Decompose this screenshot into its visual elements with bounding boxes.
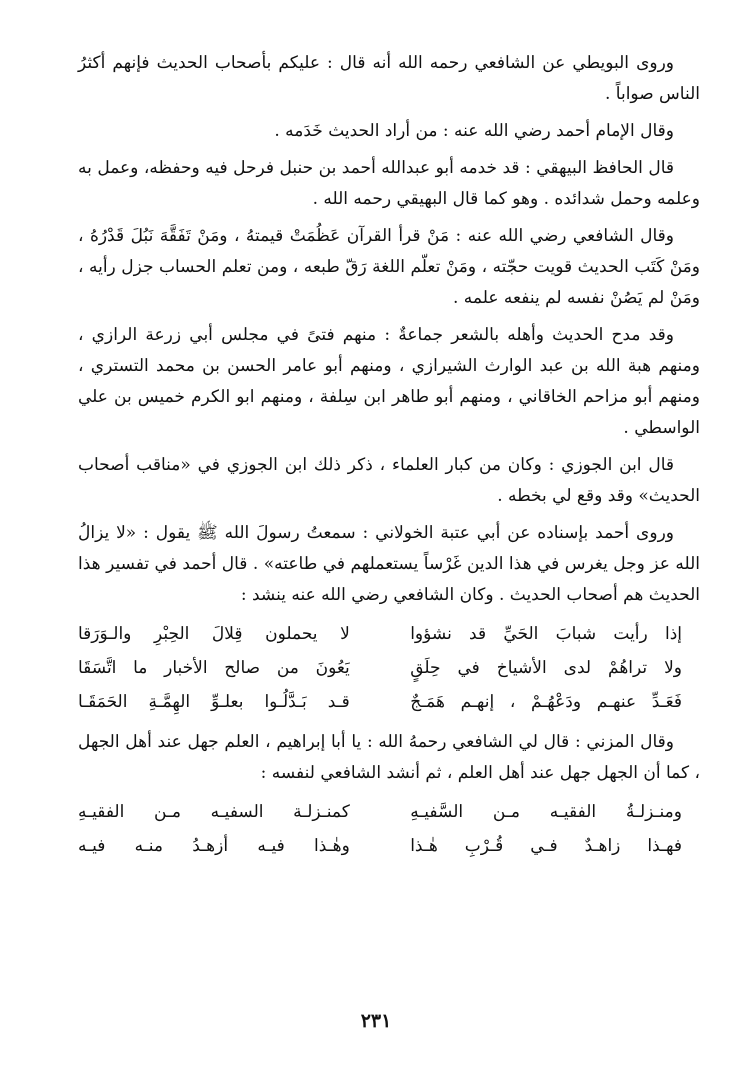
text-block-1: [78, 48, 700, 611]
verse-second-hemistich: كمنـزلـة السفيـه مـن الفقيـهِ: [78, 802, 350, 822]
page-body: [78, 48, 700, 871]
text-block-2: [78, 727, 700, 789]
verse-second-hemistich: يَعُونَ من صالح الأخبار ما اتَّسَقَا: [78, 658, 350, 678]
poem-verse: [78, 617, 682, 651]
paragraph: وروى أحمد بإسناده عن أبي عتبة الخولاني : سمعتُ رسولَ الله ﷺ يقول : «لا يزالُ الله عز وجل يغرس في هذا الدين غَرْساً يستعملهم في طاعته» . قال أحمد في تفسير هذا الحديث هم أصحاب الحديث . وكان الشافعي رضي الله عنه ينشد :: [78, 523, 700, 605]
poem-verse: [78, 651, 682, 685]
paragraph: وقال الإمام أحمد رضي الله عنه : من أراد الحديث خَدَمه .: [274, 121, 674, 141]
paragraph: قال الحافظ البيهقي : قد خدمه أبو عبدالله أحمد بن حنبل فرحل فيه وحفظه، وعمل به وعلمه وحمل شدائده . وهو كما قال البهيقي رحمه الله .: [78, 158, 700, 209]
poem-verse: [78, 795, 682, 829]
paragraph: وقال المزني : قال لي الشافعي رحمهُ الله : يا أبا إبراهيم ، العلم جهل عند أهل الجهل ، كما أن الجهل جهل عند أهل العلم ، ثم أنشد الشافعي لنفسه :: [78, 732, 700, 783]
paragraph: قال ابن الجوزي : وكان من كبار العلماء ، ذكر ذلك ابن الجوزي في «مناقب أصحاب الحديث» وقد وقع لي بخطه .: [78, 455, 700, 506]
paragraph: وروى البويطي عن الشافعي رحمه الله أنه قال : عليكم بأصحاب الحديث فإنهم أكثرُ الناس صواباً .: [78, 53, 700, 104]
paragraph: وقد مدح الحديث وأهله بالشعر جماعةٌ : منهم فتىً في مجلس أبي زرعة الرازي ، ومنهم هبة الله بن عبد الوارث الشيرازي ، ومنهم أبو عامر الحسن بن محمد التستري ، ومنهم أبو مزاحم الخاقاني ، ومنهم أبو طاهر ابن سِلفة ، ومنهم ابو الكرم خميس بن علي الواسطي .: [78, 325, 700, 438]
page-number: ٢٣١: [360, 1010, 392, 1032]
verse-second-hemistich: وهٰـذا فيـه أزهـدُ منـه فيـه: [78, 836, 350, 856]
verse-first-hemistich: ولا تراهُمْ لدى الأشياخ في حِلَقٍ: [410, 658, 682, 678]
verse-first-hemistich: فَعَـدِّ عنهـم ودَعْهُـمْ ، إنهـم هَمَـجٌ: [410, 692, 682, 712]
poem-2: [78, 795, 700, 863]
verse-first-hemistich: إذا رأيت شبابَ الحَيِّ قد نشؤوا: [410, 624, 682, 644]
verse-second-hemistich: قـد بَـدَّلُـوا بعلـوِّ الهِمَّـةِ الحَمَقَـا: [78, 692, 350, 712]
verse-second-hemistich: لا يحملون قِلالَ الحِبْرِ والـوَرَقا: [78, 624, 350, 644]
verse-first-hemistich: فهـذا زاهـدٌ فـي قُـرْبِ هٰـذا: [410, 836, 682, 856]
poem-verse: [78, 829, 682, 863]
poem-1: [78, 617, 700, 719]
paragraph: وقال الشافعي رضي الله عنه : مَنْ قرأ القرآن عَظُمَتْ قيمتهُ ، ومَنْ تَفَقَّهَ نَبُلَ قَدْرُهُ ، ومَنْ كَتَب الحديث قويت حجّته ، ومَنْ تعلّم اللغة رَقّ طبعه ، ومن تعلم الحساب جزل رأيه ، ومَنْ لم يَصُنْ نفسه لم ينفعه علمه .: [78, 226, 700, 308]
verse-first-hemistich: ومنـزلـةُ الفقيـه مـن السَّفيـهِ: [410, 802, 682, 822]
poem-verse: [78, 685, 682, 719]
